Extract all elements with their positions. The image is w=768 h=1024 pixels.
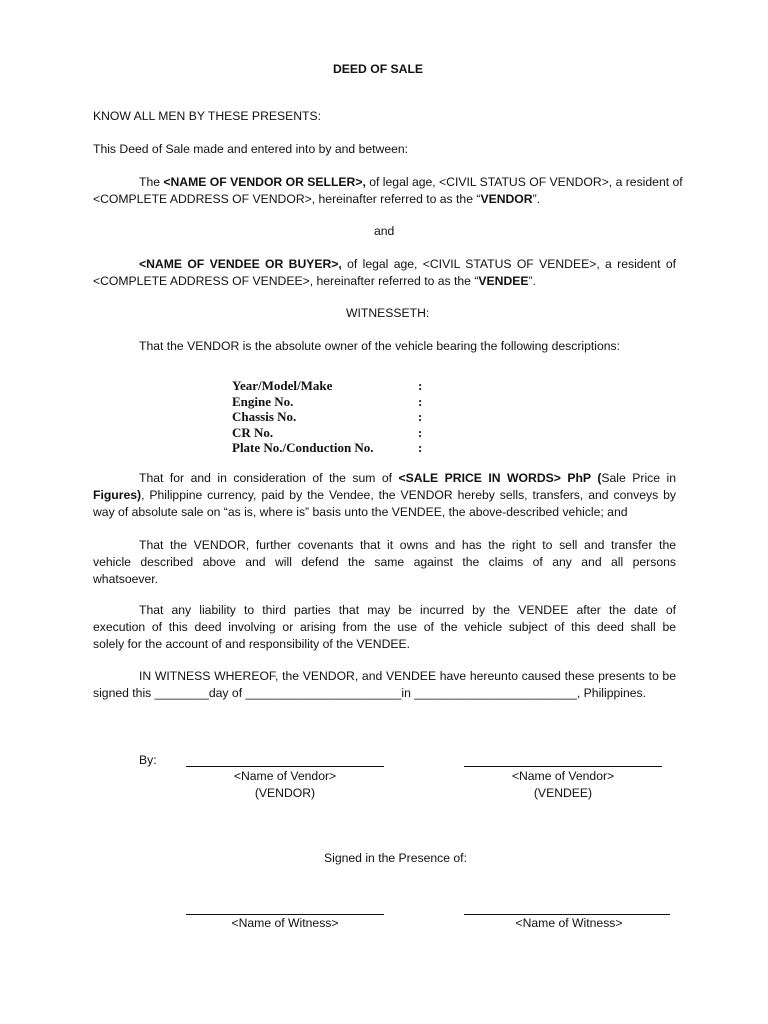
vendor-role-label: (VENDOR) bbox=[254, 786, 316, 800]
sale-price-words-placeholder: <SALE PRICE IN WORDS> bbox=[398, 471, 561, 485]
vehicle-field-engine-no: Engine No. : bbox=[232, 393, 423, 409]
witness-right-name-label: <Name of Witness> bbox=[515, 916, 623, 930]
vendee-role-label: (VENDEE) bbox=[533, 786, 593, 800]
vehicle-description-list bbox=[232, 378, 432, 456]
witness-left-name-label: <Name of Witness> bbox=[231, 916, 339, 930]
liability-paragraph: That any liability to third parties that may be incurred by the VENDEE after the date of execution of this deed involving or arising from the use of the vehicle subject of this deed shall be solely for the account of and responsibility of the VENDEE. bbox=[93, 603, 676, 651]
vehicle-field-year-model-make: Year/Model/Make : bbox=[232, 378, 423, 393]
presence-label: Signed in the Presence of: bbox=[324, 851, 467, 865]
vehicle-field-chassis-no: Chassis No. : bbox=[232, 409, 423, 425]
by-label: By: bbox=[139, 753, 157, 767]
and-text: and bbox=[374, 224, 395, 238]
vehicle-field-plate-no: Plate No./Conduction No. : bbox=[232, 440, 423, 456]
witness-right-signature-line[interactable] bbox=[464, 914, 670, 915]
preamble-text: This Deed of Sale made and entered into by and between: bbox=[93, 142, 409, 156]
witnesseth-heading: WITNESSETH: bbox=[346, 306, 430, 320]
vendee-signature-line[interactable] bbox=[464, 766, 662, 767]
consideration-paragraph: That for and in consideration of the sum of <SALE PRICE IN WORDS> PhP (Sale Price in Figures), Philippine currency, paid by the Vendee, the VENDOR hereby sells, transfers, and conveys by way of absolute sale on “as is, where is” basis unto the VENDEE, the above-described vehicle; and bbox=[93, 471, 676, 519]
vendor-name-label: <Name of Vendor> bbox=[233, 769, 337, 783]
covenant-paragraph: That the VENDOR, further covenants that it owns and has the right to sell and transfer the vehicle described above and will defend the same against the claims of any and all persons whatsoever. bbox=[93, 538, 676, 586]
vendor-signature-line[interactable] bbox=[186, 766, 384, 767]
witness-left-signature-line[interactable] bbox=[186, 914, 384, 915]
vendee-paragraph: <NAME OF VENDEE OR BUYER>, of legal age, <CIVIL STATUS OF VENDEE>, a resident of <COMPLETE ADDRESS OF VENDEE>, hereinafter referred to as the “VENDEE”. bbox=[93, 257, 676, 288]
vendor-paragraph: The <NAME OF VENDOR OR SELLER>, of legal age, <CIVIL STATUS OF VENDOR>, a resident of <COMPLETE ADDRESS OF VENDOR>, hereinafter referred to as the “VENDOR”. bbox=[93, 175, 683, 206]
vendee-name-placeholder: <NAME OF VENDEE OR BUYER>, bbox=[139, 257, 342, 271]
document-title: DEED OF SALE bbox=[333, 62, 424, 76]
sale-price-figures-placeholder: Figures) bbox=[93, 488, 142, 502]
owner-paragraph: That the VENDOR is the absolute owner of the vehicle bearing the following descriptions: bbox=[139, 339, 620, 353]
intro-heading: KNOW ALL MEN BY THESE PRESENTS: bbox=[93, 109, 322, 123]
in-witness-paragraph: IN WITNESS WHEREOF, the VENDOR, and VENDEE have hereunto caused these presents to be signed this ________day of _______________________in ________________________, Philippines. bbox=[93, 669, 676, 700]
vehicle-field-cr-no: CR No. : bbox=[232, 424, 423, 440]
vendor-name-placeholder: <NAME OF VENDOR OR SELLER>, bbox=[163, 175, 366, 189]
vendee-name-label: <Name of Vendor> bbox=[511, 769, 615, 783]
